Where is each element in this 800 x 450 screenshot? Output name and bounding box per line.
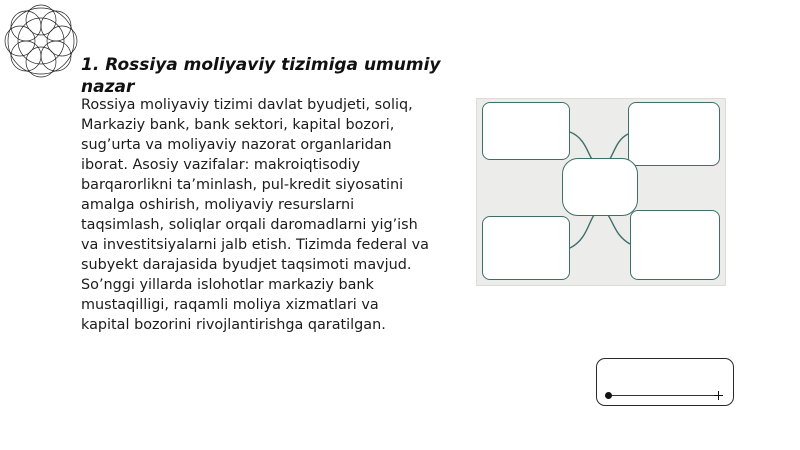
timeline-slider-widget[interactable] xyxy=(596,358,734,406)
spirograph-logo-icon xyxy=(0,0,82,82)
plus-icon-stem xyxy=(718,391,720,400)
slide-body-text: Rossiya moliyaviy tizimi davlat byudjeti, soliq, Markaziy bank, bank sektori, kapital bozori, sug’urta va moliyaviy nazorat organlaridan iborat. Asosiy vazifalar: makroiqtisodiy barqarorlikni ta’minlash, pul-kredit siyosatini amalga oshirish, moliyaviy resurslarni taqsimlash, soliqlar orqali daromadlarni yig’ish va investitsiyalarni jalb etish. Tizimda federal va subyekt darajasida byudjet taqsimoti mavjud. So’nggi yillarda islohotlar markaziy bank mustaqilligi, raqamli moliya xizmatlari va kapital bozorini rivojlantirishga qaratilgan. xyxy=(81,97,429,333)
mind-map-node-bottom-right xyxy=(630,210,720,280)
slider-knob-icon[interactable] xyxy=(605,392,612,399)
slider-track[interactable] xyxy=(608,395,722,396)
mind-map-node-top-right xyxy=(628,102,720,166)
mind-map-node-top-left xyxy=(482,102,570,160)
mind-map-image xyxy=(476,98,726,286)
mind-map-node-bottom-left xyxy=(482,216,570,280)
slide-title: 1. Rossiya moliyaviy tizimiga umumiy nazar xyxy=(81,55,441,97)
mind-map-node-center xyxy=(562,158,638,216)
